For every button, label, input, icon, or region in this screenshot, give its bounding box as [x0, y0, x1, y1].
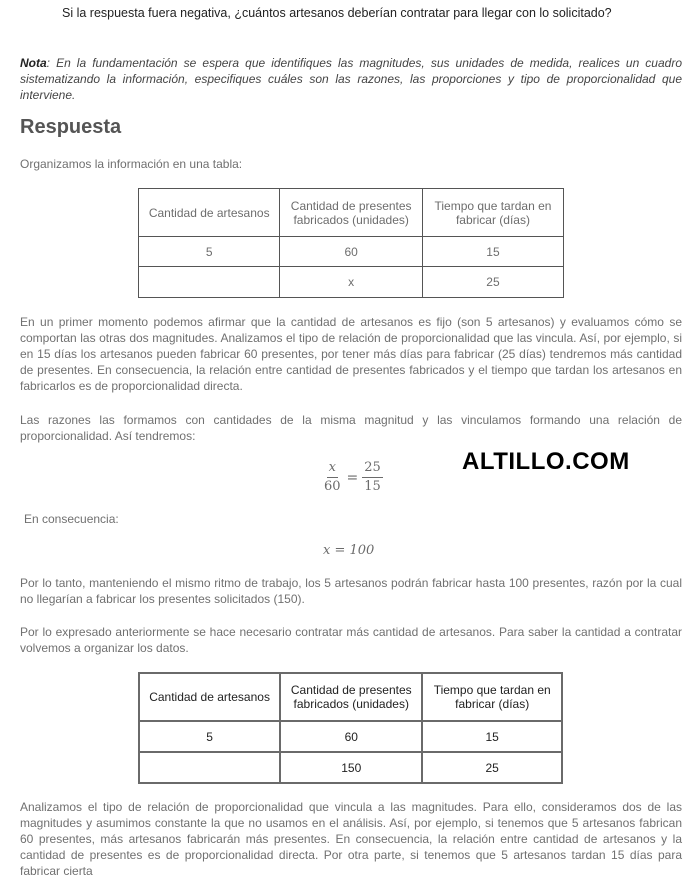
equals-sign: =	[346, 469, 359, 486]
table-row	[139, 752, 562, 783]
question-text: Si la respuesta fuera negativa, ¿cuántos artesanos deberían contratar para llegar con lo solicitado?	[62, 6, 612, 20]
table-row	[139, 237, 564, 267]
table-cell: 150	[280, 752, 422, 783]
paragraph-relationship: Analizamos el tipo de relación de proporcionalidad que vincula a las magnitudes. Para ello, consideramos dos de las magnitudes y asumimos constante la que no usamos en el análisis. Así, por ejemplo, si tenemos que 5 artesanos fabrican 60 presentes, más artesanos fabricarán más presentes. En consecuencia, la relación entre cantidad de artesanos y la cantidad de presentes es de proporcionalidad directa. Por otra parte, si tenemos que 5 artesanos tardan 15 días para fabricar cierta	[20, 800, 682, 878]
table-cell: 15	[422, 721, 562, 752]
fraction-numerator: 25	[362, 459, 383, 478]
fraction-denominator: 15	[364, 479, 381, 494]
fraction-denominator: 60	[324, 479, 341, 494]
paragraph-conclusion: Por lo tanto, manteniendo el mismo ritmo de trabajo, los 5 artesanos podrán fabricar hasta 100 presentes, razón por la cual no llegarían a fabricar los presentes solicitados (150).	[20, 576, 682, 606]
section-heading: Respuesta	[20, 116, 122, 138]
data-table-2	[138, 672, 563, 784]
fraction-numerator: x	[327, 459, 338, 478]
table-header-row	[139, 673, 562, 721]
table-header-cell: Tiempo que tardan en fabricar (días)	[422, 673, 562, 721]
intro-paragraph: Organizamos la información en una tabla:	[20, 157, 243, 171]
table-header-row	[139, 189, 564, 237]
table-row	[139, 721, 562, 752]
table-header-cell: Cantidad de artesanos	[139, 189, 280, 237]
watermark-logo: ALTILLO.COM	[462, 448, 630, 475]
note-text: : En la fundamentación se espera que identifiques las magnitudes, sus unidades de medida, realices un cuadro sistematizando la información, especifiques cuáles son las razones, las proporciones y tipo de proporcionalidad que interviene.	[20, 56, 682, 102]
table-cell: 60	[280, 721, 422, 752]
table-header-cell: Cantidad de presentes fabricados (unidades)	[280, 189, 423, 237]
table-cell	[139, 752, 280, 783]
proportion-equation	[322, 459, 383, 496]
table-header-cell: Tiempo que tardan en fabricar (días)	[422, 189, 563, 237]
fraction-left	[322, 459, 343, 496]
note-label: Nota	[20, 56, 47, 70]
table-cell	[139, 267, 280, 298]
table-cell: 5	[139, 721, 280, 752]
paragraph-analysis: En un primer momento podemos afirmar que la cantidad de artesanos es fijo (son 5 artesanos) y evaluamos cómo se comportan las otras dos magnitudes. Analizamos el tipo de relación de proporcionalidad que las vincula. Así, por ejemplo, si en 15 días los artesanos pueden fabricar 60 presentes, por tener más días para fabricar (25 días) tendremos más cantidad de presentes. En consecuencia, la relación entre cantidad de presentes fabricados y el tiempo que tardan los artesanos en fabricarlos es de proporcionalidad directa.	[20, 315, 682, 393]
table-cell: 5	[139, 237, 280, 267]
paragraph-ratios: Las razones las formamos con cantidades de la misma magnitud y las vinculamos formando una relación de proporcionalidad. Así tendremos:	[20, 413, 682, 443]
result-equation: x = 100	[323, 543, 375, 558]
note-paragraph	[20, 55, 682, 103]
data-table-1	[138, 188, 564, 298]
fraction-right	[362, 459, 383, 496]
table-row	[139, 267, 564, 298]
table-cell: 60	[280, 237, 423, 267]
table-cell: 15	[422, 237, 563, 267]
table-cell: x	[280, 267, 423, 298]
table-cell: 25	[422, 267, 563, 298]
table-cell: 25	[422, 752, 562, 783]
paragraph-hiring: Por lo expresado anteriormente se hace necesario contratar más cantidad de artesanos. Para saber la cantidad a contratar volvemos a organizar los datos.	[20, 625, 682, 655]
table-header-cell: Cantidad de presentes fabricados (unidades)	[280, 673, 422, 721]
table-header-cell: Cantidad de artesanos	[139, 673, 280, 721]
consequence-label: En consecuencia:	[24, 512, 119, 526]
